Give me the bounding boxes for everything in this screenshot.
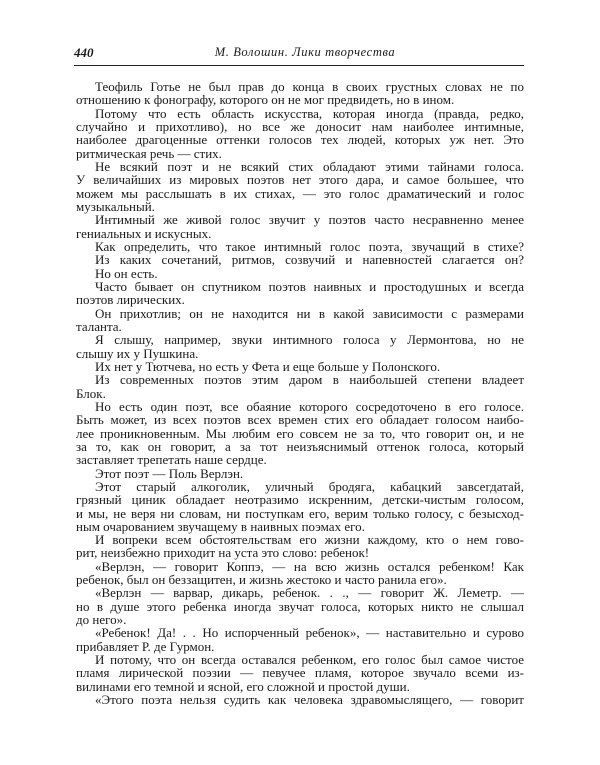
text-line: гениальных и искусных. — [76, 225, 212, 241]
text-line: до него». — [76, 612, 127, 628]
text-line: лее проникновенным. Мы любим его совсем не за то, что говорит он, и не — [76, 425, 524, 441]
body-text — [76, 80, 524, 706]
text-line: Теофиль Готье не был прав до конца в своих грустных словах не по — [95, 79, 524, 94]
text-line: и мы, не веря ни словам, ни поступкам его, верим только голосу, с безысход- — [76, 505, 524, 521]
text-line: «Верлэн, — говорит Коппэ, — на всю жизнь остался ребенком! Как — [95, 558, 524, 574]
text-line: Этот поэт — Поль Верлэн. — [95, 465, 244, 481]
text-line: Этот старый алкоголик, уличный бродяга, кабацкий завсегдатай, — [95, 478, 524, 494]
text-line: Но есть один поэт, все обаяние которого сосредоточено в его голосе. — [95, 398, 524, 414]
text-line: за то, как он говорит, а за тот неизъяснимый оттенок голоса, который — [76, 438, 524, 454]
text-line: грязный циник обладает неотразимо искренним, детски-чистым голосом, — [76, 492, 524, 508]
text-line: ным очарованием звучащему в наивных поэмах его. — [76, 518, 365, 534]
page-number: 440 — [74, 45, 94, 60]
text-line: И вопреки всем обстоятельствам его жизни каждому, кто о нем гово- — [95, 532, 524, 548]
text-line: рит, неизбежно приходит на уста это слово: ребенок! — [76, 545, 370, 561]
text-line: Я слышу, например, звуки интимного голоса у Лермонтова, но не — [95, 332, 524, 348]
header-rule — [74, 65, 524, 66]
text-line: Из каких сочетаний, ритмов, созвучий и напевностей слагается он? — [95, 252, 524, 268]
text-line: можем мы расслышать в их стихах, — это голос драматический и голос — [76, 185, 524, 201]
text-line: отношению к фонографу, которого он не мог предвидеть, но в ином. — [76, 92, 455, 108]
text-line: У величайших из мировых поэтов нет этого дара, и самое большее, что — [76, 172, 524, 188]
text-line: слышу их у Пушкина. — [76, 345, 199, 361]
text-line: Быть может, из всех поэтов всех времен стих его обладает голосом наибо- — [76, 412, 524, 428]
text-line: прибавляет Р. де Гурмон. — [76, 638, 215, 654]
text-line: вилинами его темной и ясной, его сложной и простой души. — [76, 678, 410, 694]
text-line: Часто бывает он спутником поэтов наивных и простодушных и всегда — [95, 278, 524, 294]
text-line: ритмическая речь — стих. — [76, 145, 222, 161]
text-line: Интимный же живой голос звучит у поэтов часто несравненно менее — [95, 212, 524, 228]
text-line: случайно и прихотливо), но все же доносит нам наиболее интимные, — [76, 118, 524, 134]
text-line: «Верлэн — варвар, дикарь, ребенок. . ., — говорит Ж. Леметр. — — [95, 585, 524, 601]
text-line: поэтов лирических. — [76, 292, 185, 308]
text-line: таланта. — [76, 318, 122, 334]
text-line: Блок. — [76, 385, 106, 401]
text-line: Потому что есть область искусства, которая иногда (правда, редко, — [95, 105, 524, 121]
text-line: Из современных поэтов этим даром в наибольшей степени владеет — [95, 372, 524, 388]
text-line: Он прихотлив; он не находится ни в какой зависимости с размерами — [95, 305, 524, 321]
text-line: заставляет трепетать наше сердце. — [76, 452, 267, 468]
text-line: пламя лирической поэзии — певучее пламя, которое звучало всеми из- — [76, 665, 524, 681]
text-line: наиболее драгоценные оттенки голосов тех людей, которых уж нет. Это — [76, 132, 524, 148]
text-line: ребенок, был он беззащитен, и жизнь жестоко и часто ранила его». — [76, 572, 447, 588]
text-line: но в душе этого ребенка иногда звучат голоса, которых никто не слышал — [76, 598, 524, 614]
text-line: Но он есть. — [95, 265, 158, 281]
text-line: «Ребенок! Да! . . Но испорченный ребенок», — наставительно и сурово — [95, 625, 524, 641]
running-title: М. Волошин. Лики творчества — [214, 45, 396, 59]
text-line: музыкальный. — [76, 198, 155, 214]
text-line: Их нет у Тютчева, но есть у Фета и еще больше у Полонского. — [95, 358, 441, 374]
text-line: «Этого поэта нельзя судить как человека здравомыслящего, — говорит — [95, 692, 524, 708]
text-line: Не всякий поэт и не всякий стих обладают этими тайнами голоса. — [95, 158, 524, 174]
text-line: Как определить, что такое интимный голос поэта, звучащий в стихе? — [95, 238, 524, 254]
text-line: И потому, что он всегда оставался ребенком, его голос был самое чистое — [95, 652, 524, 668]
